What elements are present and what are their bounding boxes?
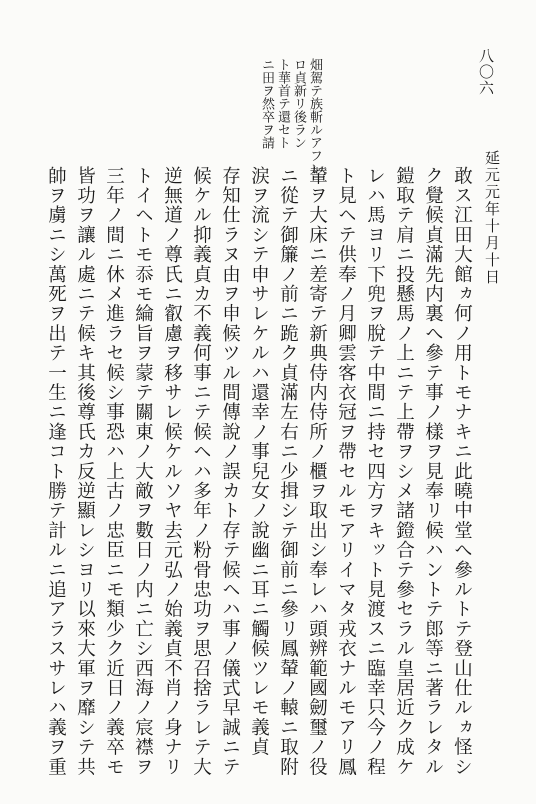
body-line: トイヘトモ忝モ綸旨ヲ蒙テ關東ノ大敵ヲ數日ノ内ニ亡シ西海ノ宸襟ヲ xyxy=(132,166,154,777)
header-line: 畑駕テ族斬ルアフレ xyxy=(307,58,322,175)
header-line: ニ田ヲ然卒ヲ請 xyxy=(259,58,274,149)
body-line: 鎧取テ肩ニ投懸馬ノ上ニテ上帶ヲシメ諸鐙合テ參セラル皇居近ク成ケ xyxy=(393,166,415,777)
body-line: 三年ノ間ニ休メ進ラセ候シ事恐ハ上古ノ忠臣ニモ類少ク近日ノ義卒モ xyxy=(103,166,125,777)
body-line: ク覺候貞滿先内裏へ參テ事ノ樣ヲ見奉リ候ハントテ郎等ニ著ラレタル xyxy=(422,166,444,777)
body-text xyxy=(38,166,478,778)
body-line: ト見ヘテ供奉ノ月卿雲客衣冠ヲ帶セルモアリイマタ戎衣ナルモアリ鳳 xyxy=(335,166,357,777)
body-line: 逆無道ノ尊氏ニ叡慮ヲ移サレ候ケルソヤ去元弘ノ始義貞不肖ノ身ナリ xyxy=(161,166,183,777)
body-line: 存知仕ラヌ由ヲ申候ツル間傳說ノ誤カト存テ候ヘハ事ノ儀式早誠ニテ xyxy=(219,166,241,777)
body-line: 輦ヲ大床ニ差寄テ新典侍内侍所ノ櫃ヲ取出シ奉レハ頭辨範國劒璽ノ役 xyxy=(306,166,328,777)
body-line: 敢ス江田大館ヵ何ノ用トモナキニ此曉中堂へ參ルトテ登山仕ルヵ怪シ xyxy=(451,166,473,777)
header-line: ロ貞新リ後ラン xyxy=(291,58,306,149)
header-note xyxy=(210,58,330,175)
body-line: 候ケル抑義貞カ不義何事ニテ候ヘハ多年ノ粉骨忠功ヲ思召捨ラレテ大 xyxy=(190,166,212,777)
body-line: 涙ヲ流シテ申サレケルハ還幸ノ事兒女ノ說幽ニ耳ニ觸候ツレモ義貞 xyxy=(248,166,270,757)
body-line: ニ從テ御簾ノ前ニ跪ク貞滿左右ニ少揖シテ御前ニ參リ鳳輦ノ轅ニ取附 xyxy=(277,166,299,777)
header-line: ト華首テ還セト xyxy=(275,58,290,149)
date-line: 延元元年十月十日 xyxy=(483,150,501,286)
body-line: 帥ヲ虜ニシ萬死ヲ出テ一生ニ逢コト勝テ計ルニ追アラスサレハ義ヲ重 xyxy=(45,166,67,777)
body-line: 皆功ヲ讓ル處ニテ候キ其後尊氏カ反逆顯レシヨリ以來大軍ヲ靡シテ共 xyxy=(74,166,96,777)
body-line: レハ馬ヨリ下兜ヲ脫テ中間ニ持セ四方ヲキット見渡スニ臨幸只今ノ程 xyxy=(364,166,386,777)
page-number: 八〇六 xyxy=(477,48,495,96)
